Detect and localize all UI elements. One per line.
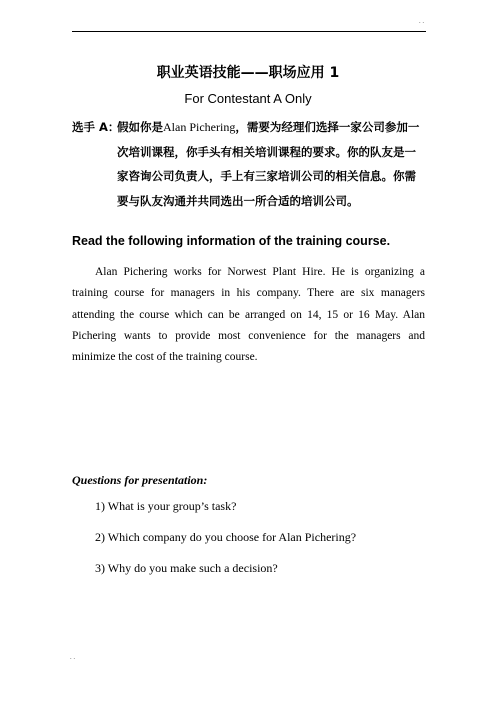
question-item: 2) Which company do you choose for Alan Pichering? [95,530,357,544]
page-title: 职业英语技能——职场应用 1 [156,65,340,81]
header-mark: . . [419,19,425,25]
person-name: Alan Pichering [163,120,236,134]
instructions-line-1-pre: 假如你是 [117,120,163,134]
reading-heading: Read the following information of the training course. [72,234,391,248]
question-item: 1) What is your group’s task? [95,499,237,513]
contestant-label: 选手 A： [72,120,120,134]
questions-heading: Questions for presentation: [72,473,208,487]
instructions-line-2: 次培训课程，你手头有相关培训课程的要求。你的队友是一 [117,144,416,159]
header-rule [72,31,426,32]
instructions-line-4: 要与队友沟通并共同选出一所合适的培训公司。 [117,193,359,208]
page-subtitle: For Contestant A Only [184,91,312,106]
instructions-block [72,115,426,213]
course-paragraph: Alan Pichering works for Norwest Plant Hire. He is organizing a training course for managers in his company. There are six managers attending the course which can be arranged on 14, 15 or 16 May. Alan Pichering wants to provide most convenience for the managers and minimize the cost of the training course. [72,266,425,364]
instructions-line-3: 家咨询公司负责人，手上有三家培训公司的相关信息。你需 [117,169,416,183]
instructions-line-1-post: ，需要为经理们选择一家公司参加一 [235,120,420,134]
questions-list [95,498,356,591]
instructions-line-1 [72,115,426,140]
question-item: 3) Why do you make such a decision? [95,561,278,575]
footer-mark: . . [70,655,76,661]
